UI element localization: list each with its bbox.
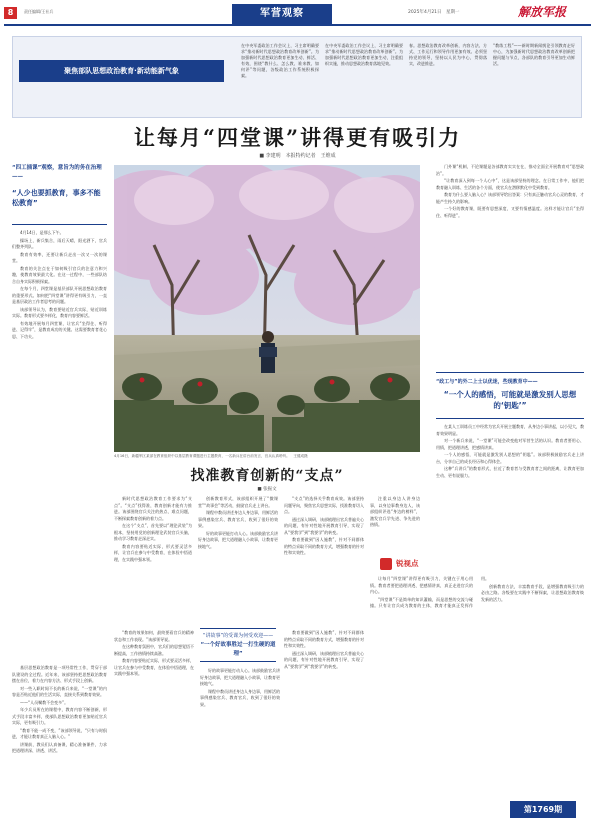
lower-text-col-4	[370, 496, 420, 551]
paragraph: “教育的效果如何，最终要看官兵的精神状态和工作表现。”该部领导说。	[114, 630, 194, 642]
right-subhead-box	[436, 378, 584, 411]
paragraph: 一个人的感悟，可能就是激发别人思想的“钥匙”。该部积极鼓励官兵走上讲台，分享自己的成长经历和心得体会。	[436, 452, 584, 464]
paragraph: 基层思想政治教育是一项经常性工作，贯穿于部队建设的全过程。近年来，该部坚持把思想政治教育摆在首位，着力在内容方法、形式手段上创新。	[12, 665, 107, 683]
paragraph: 教育的关注点在于如何吸引官兵的注意力和兴趣，使教育效果最大化。在这一过程中，一些部队结合自身实际积极探索。	[12, 265, 107, 284]
paragraph: “支点”的选择关乎教育成效。该部坚持问题导向，聚焦官兵思想实际，找准教育切入点。	[284, 496, 364, 514]
paragraph: “教育不能一成不变，”该部领导说，“只有与时俱进，才能让教育真正入脑入心。”	[12, 727, 107, 739]
lower-text-col-3b	[284, 630, 364, 815]
paragraph: 创新教育形式，该部组织开展了“微课堂”“故事会”等活动，鼓励官兵走上讲台。	[198, 496, 278, 508]
lower-text-col-2b	[200, 668, 280, 815]
pull-quote-kicker: “讲故事”的受课为何受欢迎——	[202, 633, 274, 639]
paragraph: 门外课“机制，不论课题是各部教育实实在在，推动全面全开展教育对“思想政治”。	[436, 164, 584, 176]
masthead-rule	[4, 24, 591, 26]
banner-text-col-1: 在中央军委政治工作会议上，习主席明确要求“推动新时代思想政治教育改革创新”。为加强新时代思想政治教育更加生动、鲜活、有效，围绕“教什么、怎么教、谁来教、如何评”等问题，各级政治工作系统积极探索。	[241, 43, 319, 78]
right-quote: “一个人的感悟，可能就是激发别人思想的‘钥匙’”	[443, 390, 577, 410]
right-article-text-lower	[436, 424, 584, 549]
paragraph: 教育要做到“因人施教”，针对不同群体的特点采取不同的教育方式，增强教育的针对性和实效性。	[284, 630, 364, 648]
main-headline: 让每月“四堂课”讲得更有吸引力	[133, 125, 462, 150]
banner-text-col-2: 在中央军委政治工作会议上，习主席明确要求“推动新时代思想政治教育改革创新”。为加强新时代思想政治教育更加生动，注重组织实施，推动思想政治教育落地见效。	[325, 43, 403, 66]
issue-date: 2025年4月21日 星期一	[408, 10, 460, 15]
paragraph: 通过深入调研，该部梳理出官兵普遍关心的问题，有针对性地开展教育引导，实现了从“要我学”到“我要学”的转变。	[284, 650, 364, 669]
paragraph: 课程中教员讲述身边人身边事，用鲜活的事例感染官兵、教育官兵，收到了很好的效果。	[198, 510, 278, 528]
lead-quote: “人少也要抓教育，事多不能松教育”	[12, 189, 101, 207]
paragraph: 对一些入职时间不长的新兵来说，“一堂课”的内容是否贴近他们的生活实际，直接关系到教育效果。	[12, 685, 107, 697]
issue-number-badge: 第1769期	[510, 801, 576, 818]
pull-quote	[200, 628, 276, 662]
masthead	[0, 0, 595, 34]
paragraph: 在某人工训练员工中经常为官兵开展主题教育，从身边小事讲起，以小见大，教育效果明显。	[436, 424, 584, 436]
paragraph: 讲课前，教员们认真备课，精心准备课件，力求把道理讲深、讲透、讲活。	[12, 741, 107, 753]
commentary-icon	[380, 558, 392, 570]
paragraph: 新时代思想政治教育工作要求为“支点”。“支点”找得准，教育创新才能有力推进。该部围绕官兵关注的热点、难点问题，不断探索教育创新的着力点。	[114, 496, 192, 521]
right-divider-top	[436, 372, 584, 373]
paragraph: 通过深入调研，该部梳理出官兵普遍关心的问题，有针对性地开展教育引导，实现了从“要我学”到“我要学”的转变。	[284, 516, 364, 535]
news-photo	[114, 165, 420, 452]
paragraph: 教育内容要贴近实际，形式要灵活多样，让官兵在参与中受教育，在体验中悟道理，在实践中强本领。	[114, 658, 194, 676]
paragraph: 教育有效率，还要让新兵走出一次又一次的课堂。	[12, 251, 107, 263]
pull-quote-text: “一个好故事胜过一打生硬的道理”	[200, 642, 276, 657]
lower-text-col-1b	[114, 630, 194, 815]
left-article-text-lower	[12, 665, 107, 815]
page-number: 8	[4, 7, 17, 19]
lead-tag: “四工插课”观察，意旨为的务在治理——	[12, 165, 102, 180]
paragraph: 课程中教员讲述身边人身边事，用鲜活的事例感染官兵、教育官兵，收到了很好的效果。	[200, 688, 280, 707]
main-byline: ■ 李建明 本报特约记者 王维成	[259, 153, 336, 159]
paragraph: “让教育深入到每一个人心中”，这是该部坚持的理念。在日常工作中，他们把教育融入训练、生活的各个方面，使官兵在潜移默化中受到教育。	[436, 178, 584, 190]
commentary-text	[370, 576, 584, 796]
feature-banner	[12, 36, 582, 118]
paragraph: 该部领导认为，教育要贴近官兵实际，贴近训练实际。教育形式要多样化，教育内容要鲜活。	[12, 306, 107, 318]
paragraph: ——“人员嘱教不会变多”。	[20, 699, 69, 705]
paragraph: 注重以身边人讲身边事，以身边事教身边人，该部组织评选“身边的榜样”，激发官兵学先进、争先进的热情。	[370, 496, 420, 527]
paragraph: 有效地开展每月四堂课，让官兵“坐得住、听得进、记得牢”，是教育成功的关键。这需要教育者花心思、下功夫。	[12, 320, 107, 339]
right-kicker: “政工与”的外二上士以优迷，些现教育中——	[436, 379, 538, 385]
paragraph: 年少兵员所在的课程中，教育内容不断创新，形式手段丰富多样，使部队思想政治教育更加贴近官兵实际，更有吸引力。	[12, 707, 107, 725]
left-article-text	[12, 230, 107, 660]
sub-headline: 找准教育创新的“支点”	[190, 468, 344, 484]
paragraph: “四堂课”不是简单的知识灌输，而是思想的交流与碰撞。只有让官兵成为教育的主体，教育才能真正发挥作用。	[370, 576, 489, 608]
lead-divider	[12, 224, 107, 225]
paragraph: 在每个月，四堂课是基层部队开展思想政治教育的重要形式。如何把“四堂课”讲得更有吸引力，一直是基层政治工作者思考的问题。	[12, 286, 107, 304]
paragraph: 这种“兵讲兵”的教育形式，拉近了教育者与受教育者之间的距离，让教育更加生动、更有说服力。	[436, 466, 584, 478]
paragraph: 一个好的教育课，既要有思想深度，又要有情感温度。这样才能让官兵“坐得住、听得进”。	[436, 206, 584, 218]
photo-illustration	[114, 165, 420, 452]
right-article-text	[436, 164, 584, 369]
banner-text-col-4: “教练工程”——新时期新闻舆论引领教育走好中心，为加强新时代思想政治教育改革创新把握问题与节点，各部队的教育引导更加生动鲜活。	[493, 43, 575, 66]
right-divider-bottom	[436, 418, 584, 419]
commentary-header	[380, 556, 450, 572]
banner-text-col-3: 春。思想政治教育改革创新，内容方法、方式、工作运行和领导作用更加有效。必须坚持党的领导，坚持以人民为中心，贯彻落实，改进推进。	[409, 43, 487, 66]
paragraph: 教育内容要贴近实际，形式要灵活多样，让官兵在参与中受教育，在体验中悟道理，在实践中强本领。	[114, 543, 192, 562]
paragraph: 教育要做到“因人施教”，针对不同群体的特点采取不同的教育方式，增强教育的针对性和实效性。	[284, 537, 364, 555]
paragraph: 在这个“支点”，首先要以“理论武装”为根本，坚持用党的创新理论武装官兵头脑，推动学习教育走深走实。	[114, 523, 192, 541]
paragraph: 在这种教育氛围中，官兵们的思想觉悟不断提高，工作热情持续高涨。	[114, 644, 194, 656]
section-title: 军营观察	[232, 4, 332, 24]
sub-byline: ■ 张振文	[257, 487, 277, 492]
lower-text-col-3	[284, 496, 364, 621]
paragraph: 4月14日，是那么下午。	[20, 230, 64, 235]
paragraph: 让每月“四堂课”讲得更有吸引力，关键在于用心用情。教育者要把道理讲透、把感情讲真，真正走进官兵的内心。	[370, 576, 473, 594]
photo-caption: 4月16日，新疆军区某部在教育组织中以基层教育课题进行主题教育，一名新兵在讲台前发言，官兵认真聆听。 王健成摄	[114, 454, 308, 458]
paragraph: 对一个新兵来说，“一堂课”可能会改变他对军营生活的认识。教育者要用心、用情，把道理讲透，把感情讲真。	[436, 438, 584, 450]
lower-text-col-1	[114, 496, 192, 621]
commentary-label: 锐视点	[396, 559, 419, 568]
paragraph: 创新教育方法，丰富教育手段，是增强教育吸引力的必由之路。各级要在实践中不断探索，让思想政治教育焕发新的活力。	[481, 583, 584, 602]
paragraph: 好的故事更能打动人心。该部鼓励官兵讲好身边故事，把大道理融入小故事，让教育更接地气。	[200, 668, 280, 686]
editor-credit: 责任编辑/王社兵	[24, 9, 54, 14]
paragraph: 教育为什么要入脑入心？该部领导给出答案：只有真正触动官兵心灵的教育，才能产生持久的影响。	[436, 192, 584, 204]
banner-label: 聚焦部队思想政治教育·新动能新气象	[19, 60, 224, 82]
newspaper-logo: 解放军报	[518, 5, 567, 19]
lower-text-col-2	[198, 496, 278, 621]
lead-box	[12, 164, 107, 224]
paragraph: 操场上，新兵集合，雨后天晴，阳光洒下，官兵们整齐列队。	[12, 237, 107, 249]
paragraph: 好的故事更能打动人心。该部鼓励官兵讲好身边故事，把大道理融入小故事，让教育更接地气。	[198, 530, 278, 549]
